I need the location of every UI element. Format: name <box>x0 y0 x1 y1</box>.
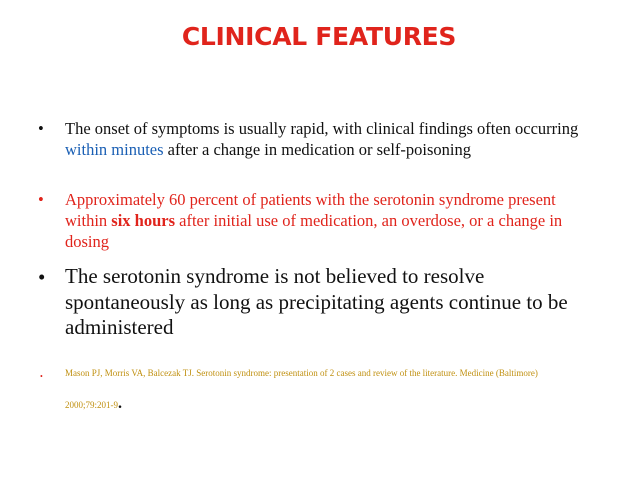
reference-line2: 2000;79:201-9 <box>65 400 118 410</box>
bullet-text: The serotonin syndrome is not believed to resolve spontaneously as long as precipitating agents continue to be administered <box>65 264 568 339</box>
bullet-dot: • <box>40 372 43 381</box>
bullet-text-part: The onset of symptoms is usually rapid, with clinical findings often occurring <box>65 119 579 138</box>
bullet-text-part: after a change in medication or self-poisoning <box>163 140 471 159</box>
bullet-dot: • <box>38 119 44 138</box>
highlight-within-minutes: within minutes <box>65 140 164 159</box>
bullet-dot: • <box>38 190 44 209</box>
slide-title: CLINICAL FEATURES <box>181 22 457 51</box>
reference-text <box>65 368 600 411</box>
reference-line1: Mason PJ, Morris VA, Balcezak TJ. Serotonin syndrome: presentation of 2 cases and review of the literature. Medicine (Baltimore) <box>65 368 538 378</box>
bullet-text-part: after initial use of medication, an overdose, or a change in dosing <box>65 211 563 251</box>
bullet-text <box>65 189 585 252</box>
bullet-text-part: Approximately 60 percent of patients with the serotonin syndrome present within <box>65 190 556 230</box>
reference-period: . <box>118 395 122 412</box>
bullet-text <box>65 118 605 160</box>
bullet-dot: • <box>38 265 46 289</box>
bold-six-hours: six hours <box>111 211 176 230</box>
